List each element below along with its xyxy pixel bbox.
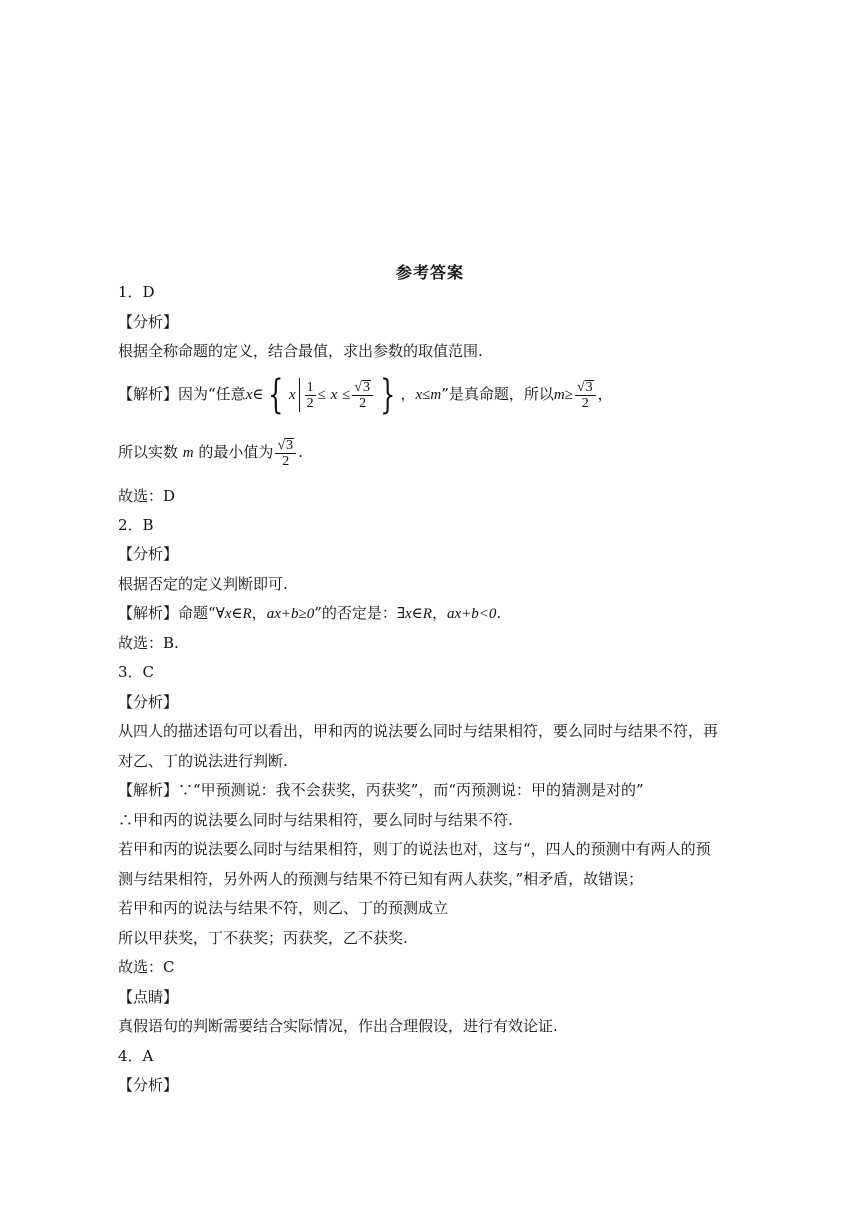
q2-expr-2: ax+b<0 bbox=[446, 606, 497, 622]
q2-solution-line bbox=[118, 603, 501, 624]
q3-solution-line-6: 所以甲获奖，丁不获奖；丙获奖，乙不获奖. bbox=[118, 929, 408, 947]
q1-sol-text-c: ”是真命题，所以 bbox=[441, 385, 554, 403]
q1-sol-xm: x≤m bbox=[415, 387, 442, 403]
q3-solution-line-2: ∴甲和丙的说法要么同时与结果相符，要么同时与结果不符. bbox=[118, 811, 513, 829]
q1-set-var-x: x bbox=[288, 387, 296, 403]
q1-solution-line bbox=[118, 372, 613, 417]
q1-le-2: ≤ bbox=[342, 387, 351, 403]
q1-line2-text-a: 所以实数 bbox=[118, 443, 179, 461]
q1-sol-in: ∈ bbox=[252, 387, 264, 403]
q3-comment-tag: 【点睛】 bbox=[118, 988, 179, 1006]
q3-sol-text-1: ∵“甲预测说：我不会获奖，丙获奖”，而“丙预测说：甲的猜测是对的” bbox=[178, 781, 644, 799]
q3-solution-line-4: 测与结果相符，另外两人的预测与结果不符已知有两人获奖，”相矛盾，故错误； bbox=[118, 870, 644, 888]
q2-period: . bbox=[496, 604, 502, 622]
q1-sol-var-m: m bbox=[553, 387, 565, 403]
q4-answer: 4．A bbox=[118, 1047, 154, 1065]
q3-solution-line-3: 若甲和丙的说法要么同时与结果相符，则丁的说法也对，这与“，四人的预测中有两人的预 bbox=[118, 840, 711, 858]
q1-analysis-text: 根据全称命题的定义，结合最值，求出参数的取值范围. bbox=[118, 342, 483, 360]
left-brace: { bbox=[268, 372, 284, 418]
q1-line2-period: . bbox=[298, 443, 303, 461]
q2-forall-expr: ∀x∈R bbox=[215, 606, 252, 622]
q3-comment-text: 真假语句的判断需要结合实际情况，作出合理假设，进行有效论证. bbox=[118, 1017, 558, 1035]
q1-min-value-line bbox=[118, 432, 303, 473]
q2-sol-text-b: ”的否定是： bbox=[314, 604, 397, 622]
q2-analysis-tag: 【分析】 bbox=[118, 545, 179, 563]
right-brace: } bbox=[380, 372, 396, 418]
q2-answer: 2．B bbox=[118, 516, 154, 534]
q1-solution-tag: 【解析】 bbox=[118, 385, 179, 403]
q2-sep-2: ， bbox=[431, 604, 447, 622]
q1-sqrt3-fraction-2: $\frac{√3}{2}$ bbox=[575, 380, 596, 411]
set-bar bbox=[299, 378, 300, 412]
q1-half-fraction: $\frac{1}{2}$ bbox=[306, 379, 314, 411]
q1-sqrt3-fraction: $\frac{√3}{2}$ bbox=[352, 380, 373, 411]
q2-sep-1: ， bbox=[251, 604, 267, 622]
q3-choice: 故选：C bbox=[118, 958, 175, 976]
page-title: 参考答案 bbox=[395, 263, 464, 282]
q3-analysis-tag: 【分析】 bbox=[118, 693, 179, 711]
q3-solution-tag: 【解析】 bbox=[118, 781, 179, 799]
q3-answer: 3．C bbox=[118, 663, 155, 681]
q1-answer: 1．D bbox=[118, 283, 155, 301]
q2-expr-1: ax+b≥0 bbox=[266, 606, 315, 622]
q2-exists-expr: ∃x∈R bbox=[396, 606, 432, 622]
q1-sol-comma: ， bbox=[400, 385, 416, 403]
q1-sol-text-a: 因为“任意 bbox=[178, 385, 246, 403]
q1-sol-comma-2: ， bbox=[597, 385, 613, 403]
q2-choice: 故选：B. bbox=[118, 634, 179, 652]
q1-le-1: ≤ bbox=[317, 387, 326, 403]
q1-choice: 故选：D bbox=[118, 487, 176, 505]
q1-set-var-x2: x bbox=[330, 387, 338, 403]
q2-sol-text-a: 命题“ bbox=[178, 604, 216, 622]
q4-analysis-tag: 【分析】 bbox=[118, 1076, 179, 1094]
q3-analysis-line-1: 从四人的描述语句可以看出，甲和丙的说法要么同时与结果相符，要么同时与结果不符，再 bbox=[118, 722, 719, 740]
q1-sol-ge: ≥ bbox=[564, 387, 573, 403]
q3-analysis-line-2: 对乙、丁的说法进行判断. bbox=[118, 752, 288, 770]
q1-sol-var-x: x bbox=[245, 387, 253, 403]
q2-analysis-text: 根据否定的定义判断即可. bbox=[118, 575, 288, 593]
q1-analysis-tag: 【分析】 bbox=[118, 313, 179, 331]
q2-solution-tag: 【解析】 bbox=[118, 604, 179, 622]
q1-line2-text-b: 的最小值为 bbox=[198, 443, 274, 461]
q1-line2-var-m: m bbox=[182, 445, 194, 461]
q3-solution-line-5: 若甲和丙的说法与结果不符，则乙、丁的预测成立 bbox=[118, 899, 449, 917]
q1-min-fraction: $\frac{√3}{2}$ bbox=[275, 438, 296, 469]
q3-solution-line-1 bbox=[118, 780, 644, 800]
